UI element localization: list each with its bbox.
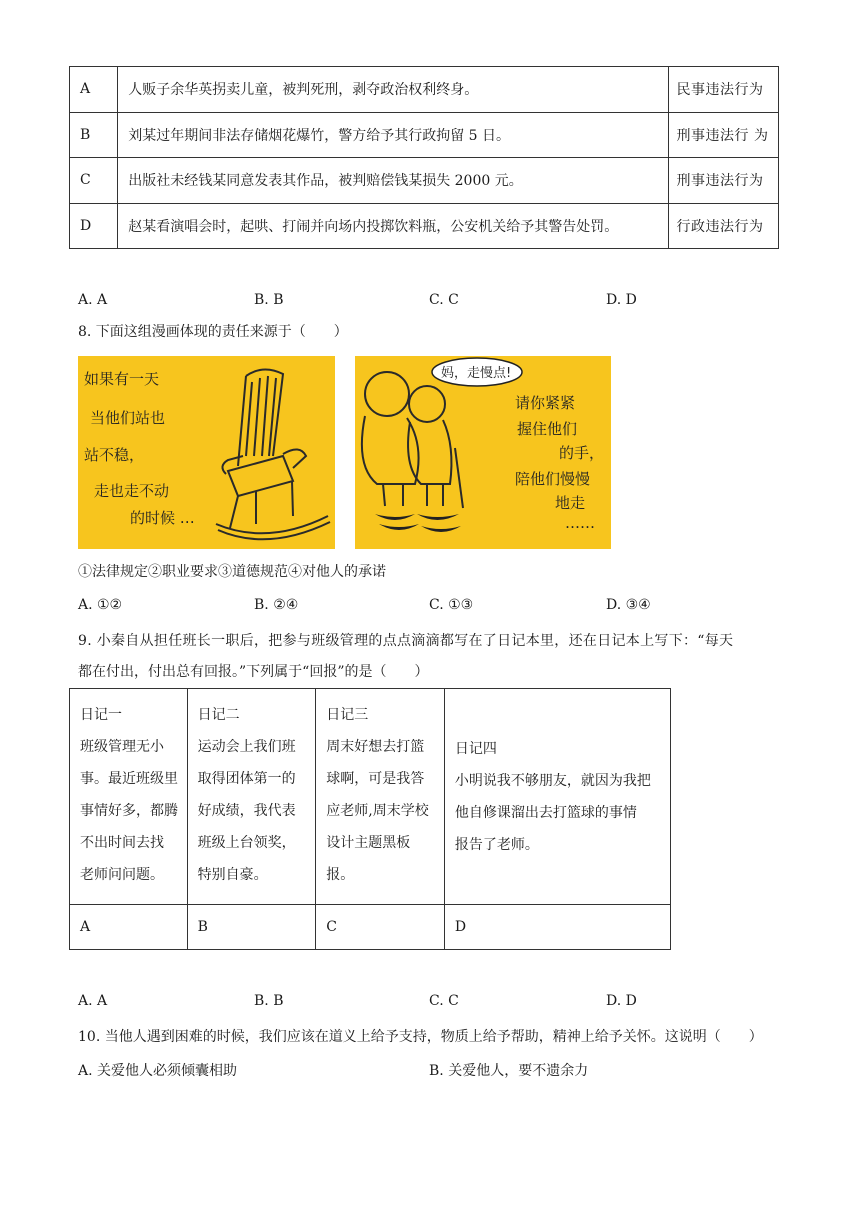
diary-line: 特别自豪。	[197, 867, 268, 883]
q8-statements: ①法律规定②职业要求③道德规范④对他人的承诺	[78, 564, 386, 580]
row-type: 民事违法行为	[668, 67, 778, 113]
comic-panel-left	[78, 356, 335, 549]
diary-line: 取得团体第一的	[197, 771, 296, 787]
option-b[interactable]: B. 关爱他人，要不遗余力	[429, 1063, 589, 1079]
row-case: 出版社未经钱某同意发表其作品，被判赔偿钱某损失 2000 元。	[118, 158, 668, 204]
option-b[interactable]: B. ②④	[254, 597, 299, 613]
diary-line: 周末好想去打篮	[326, 739, 425, 755]
diary-line: 应老师,周末学校	[326, 803, 429, 819]
diary-label: B	[187, 905, 316, 950]
option-d[interactable]: D. D	[606, 993, 637, 1009]
diary-label: A	[70, 905, 188, 950]
table-row	[70, 67, 779, 113]
row-case: 赵某看演唱会时，起哄、打闹并向场内投掷饮料瓶，公安机关给予其警告处罚。	[118, 203, 668, 249]
option-c[interactable]: C. ①③	[429, 597, 474, 613]
row-case: 人贩子余华英拐卖儿童，被判死刑，剥夺政治权利终身。	[118, 67, 668, 113]
rocking-chair-illustration	[78, 356, 335, 549]
row-letter: C	[70, 158, 118, 204]
diary-line: 他自修课溜出去打篮球的事情	[454, 804, 637, 821]
diary-line: 不出时间去找	[80, 835, 164, 851]
diary-cell-2	[187, 689, 316, 905]
table-row	[70, 689, 671, 905]
table-row	[70, 112, 779, 158]
option-d[interactable]: D. ③④	[606, 597, 651, 613]
q10-stem: 10. 当他人遇到困难的时候，我们应该在道义上给予支持，物质上给予帮助，精神上给予关怀。这说明（ ）	[78, 1029, 763, 1045]
q9-stem-line2: 都在付出，付出总有回报。”下列属于“回报”的是（ ）	[78, 664, 429, 680]
diary-label: C	[316, 905, 445, 950]
diary-title: 日记二	[197, 707, 240, 723]
diary-line: 班级管理无小	[80, 739, 164, 755]
comic-right-line: 地走	[555, 494, 586, 512]
option-a[interactable]: A. A	[78, 292, 108, 308]
option-b[interactable]: B. B	[254, 292, 284, 308]
table-row	[70, 158, 779, 204]
option-d[interactable]: D. D	[606, 292, 637, 308]
row-type: 行政违法行为	[668, 203, 778, 249]
diary-line: 事情好多，都腾	[80, 803, 178, 819]
option-a[interactable]: A. ①②	[78, 597, 123, 613]
table-row	[70, 203, 779, 249]
comic-left-line: 如果有一天	[84, 370, 160, 388]
q9-stem-line1: 9. 小秦自从担任班长一职后，把参与班级管理的点点滴滴都写在了日记本里，还在日记本上写下：“每天	[78, 633, 734, 649]
diary-line: 班级上台领奖，	[197, 835, 296, 851]
q8-options	[78, 597, 778, 617]
diary-line: 报。	[326, 867, 355, 883]
comic-right-line: 的手，	[559, 444, 605, 462]
comic-right-line: ……	[565, 514, 595, 532]
option-c[interactable]: C. C	[429, 993, 459, 1009]
diary-title: 日记四	[454, 740, 497, 757]
diary-line: 好成绩，我代表	[197, 803, 296, 819]
diary-line: 报告了老师。	[454, 836, 539, 853]
speech-bubble-text: 妈，走慢点!	[441, 366, 512, 381]
option-a[interactable]: A. A	[78, 993, 108, 1009]
q7-options	[78, 292, 778, 312]
q9-diary-table	[69, 688, 671, 950]
row-letter: D	[70, 203, 118, 249]
row-letter: A	[70, 67, 118, 113]
row-type: 刑事违法行 为	[668, 112, 778, 158]
diary-line: 设计主题黑板	[326, 835, 411, 851]
option-a[interactable]: A. 关爱他人必须倾囊相助	[78, 1063, 238, 1079]
diary-cell-3	[316, 689, 445, 905]
comic-left-line: 当他们站也	[90, 409, 166, 427]
q10-options	[78, 1060, 778, 1080]
option-c[interactable]: C. C	[429, 292, 459, 308]
option-b[interactable]: B. B	[254, 993, 284, 1009]
comic-left-line: 的时候 …	[130, 509, 195, 527]
diary-line: 小明说我不够朋友，就因为我把	[454, 772, 651, 789]
comic-right-line: 陪他们慢慢	[515, 470, 591, 488]
row-type: 刑事违法行为	[668, 158, 778, 204]
diary-line: 老师问问题。	[80, 867, 164, 883]
comic-right-line: 请你紧紧	[515, 394, 576, 412]
comic-panel-right	[355, 356, 611, 549]
comic-left-line: 走也走不动	[94, 482, 170, 500]
q7-table	[69, 66, 779, 249]
q9-options	[78, 993, 778, 1013]
row-case: 刘某过年期间非法存储烟花爆竹，警方给予其行政拘留 5 日。	[118, 112, 668, 158]
comic-right-line: 握住他们	[517, 420, 578, 438]
diary-title: 日记三	[326, 707, 369, 723]
table-row	[70, 905, 671, 950]
diary-line: 球啊，可是我答	[326, 771, 425, 787]
q8-stem: 8. 下面这组漫画体现的责任来源于（ ）	[78, 324, 348, 340]
diary-cell-4	[444, 689, 670, 905]
diary-cell-1	[70, 689, 188, 905]
comic-left-line: 站不稳，	[84, 446, 145, 464]
diary-title: 日记一	[80, 707, 122, 723]
row-letter: B	[70, 112, 118, 158]
elderly-walk-illustration	[355, 356, 611, 549]
diary-line: 事。最近班级里	[80, 771, 178, 787]
diary-line: 运动会上我们班	[197, 739, 296, 755]
diary-label: D	[444, 905, 670, 950]
